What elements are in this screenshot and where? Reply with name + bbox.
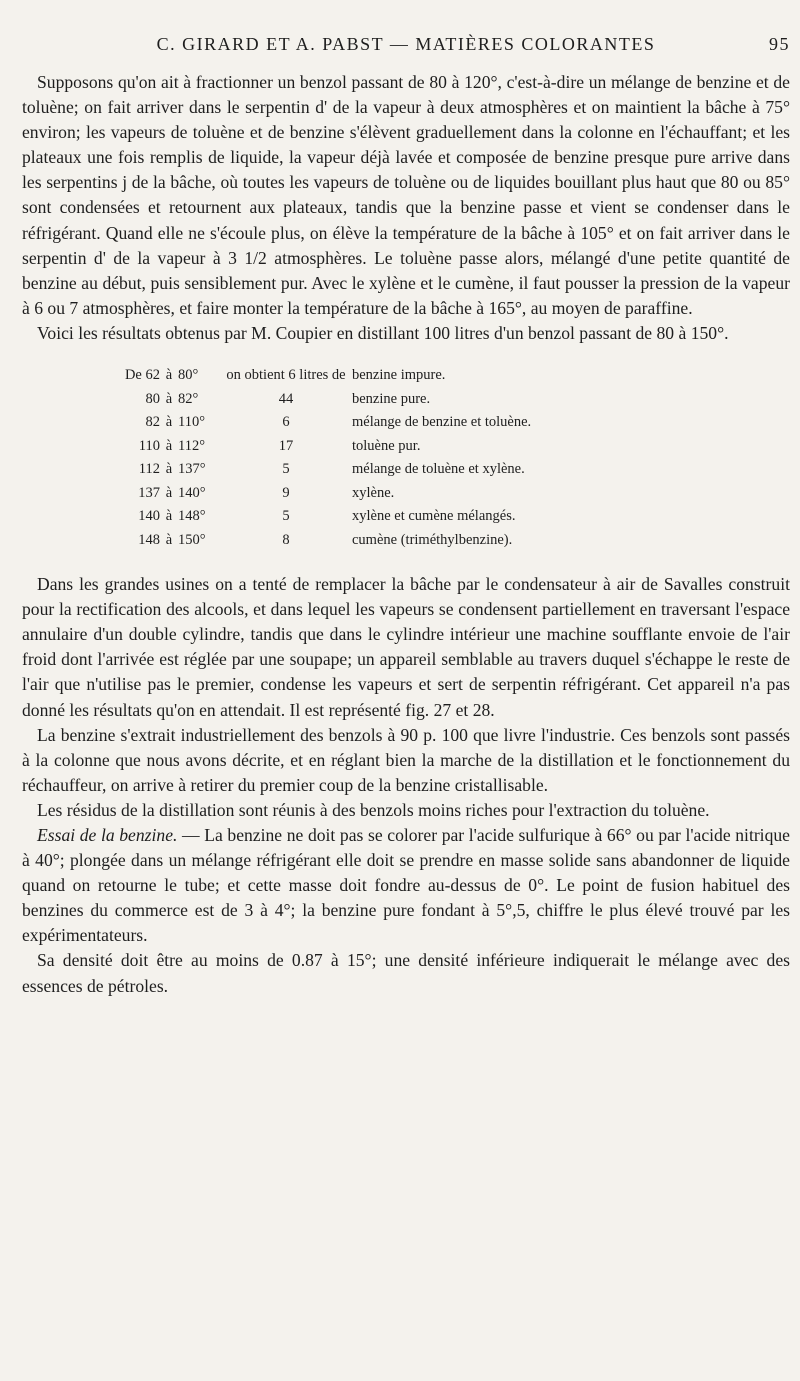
litres-value: 9 [282,484,290,501]
product-name: toluène pur. [352,437,421,454]
table-row [118,529,531,553]
range-end: 82° [178,390,199,407]
paragraph-coupier-results: Voici les résultats obtenus par M. Coupier en distillant 100 litres d'un benzol passant de 80 à 150°. [37,322,729,343]
litres-value: 44 [278,390,294,407]
range-separator: à [165,390,173,407]
litres-value: on obtient 6 litres de [226,367,346,384]
distillation-table-body [118,364,531,552]
range-start: De 62 [124,367,160,384]
range-start: 110 [138,437,160,454]
range-start: 148 [138,531,160,548]
range-start: 82 [145,414,160,431]
essai-lead-in: Essai de la benzine. [37,824,178,845]
range-start: 137 [138,484,160,501]
range-separator: à [165,484,173,501]
range-start: 80 [145,390,160,407]
range-end: 112° [178,437,206,454]
range-start: 140 [138,508,160,525]
range-end: 110° [178,414,206,431]
range-separator: à [165,508,173,525]
paragraph-savalles-condenser: Dans les grandes usines on a tenté de remplacer la bâche par le condensateur à air de Savalles construit pour la rectification des alcools, et dans lequel les vapeurs se condensent partiellement en traversant l'espace annulaire d'un double cylindre, tandis que dans le cylindre intérieur une machine soufflante envoie de l'air froid dont l'arrivée est réglée par une soupape; un appareil semblable au travers duquel s'échappe le reste de l'air que n'utilise pas le premier, condense les vapeurs et sert de serpentin réfrigérant. Cet appareil n'a pas donné les résultats qu'on en attendait. Il est représenté fig. 27 et 28. [22,574,790,720]
paragraph-fractionation: Supposons qu'on ait à fractionner un benzol passant de 80 à 120°, c'est-à-dire un mélange de benzine et de toluène; on fait arriver dans le serpentin d' de la vapeur à deux atmosphères et on maintient la bâche à 75° environ; les vapeurs de toluène et de benzine s'élèvent graduellement dans la colonne en l'échauffant; et les plateaux une fois remplis de liquide, la vapeur déjà lavée et composée de benzine presque pure arrive dans les serpentins j de la bâche, où toutes les vapeurs de toluène ou de liquides bouillant plus haut que 80 ou 85° sont condensées et retournent aux plateaux, tandis que la benzine passe et vient se condenser dans le réfrigérant. Quand elle ne s'écoule plus, on élève la température de la bâche à 105° et on fait arriver dans le serpentin d' de la vapeur à 3 1/2 atmosphères. Le toluène passe alors, mélangé d'une petite quantité de benzine au début, puis sensiblement pur. Avec le xylène et le cumène, il faut pousser la pression de la vapeur à 6 ou 7 atmosphères, et faire monter la température de la bâche à 165°, au moyen de paraffine. [22,72,790,318]
table-row [118,482,531,506]
range-separator: à [165,414,173,431]
product-name: mélange de toluène et xylène. [352,461,525,478]
table-row [118,388,531,412]
range-start: 112 [138,461,160,478]
litres-value: 5 [282,461,290,478]
range-separator: à [165,437,173,454]
table-row [118,364,531,388]
litres-value: 6 [282,414,290,431]
product-name: mélange de benzine et toluène. [352,414,532,431]
page-number: 95 [769,34,790,54]
paragraph-residues: Les résidus de la distillation sont réunis à des benzols moins riches pour l'extraction du toluène. [37,799,710,820]
table-row [118,505,531,529]
litres-value: 5 [282,508,290,525]
running-header [22,34,790,64]
running-title: C. GIRARD ET A. PABST — MATIÈRES COLORANTES [156,34,656,54]
range-end: 148° [178,508,206,525]
range-end: 150° [178,531,206,548]
range-end: 140° [178,484,206,501]
table-row [118,435,531,459]
product-name: benzine impure. [352,367,446,384]
product-name: cumène (triméthylbenzine). [352,531,513,548]
table-row [118,411,531,435]
paragraph-density: Sa densité doit être au moins de 0.87 à 15°; une densité inférieure indiquerait le mélange avec des essences de pétroles. [22,950,790,996]
table-row [118,458,531,482]
range-separator: à [165,461,173,478]
litres-value: 17 [278,437,294,454]
book-page [22,34,790,999]
range-end: 137° [178,461,206,478]
range-separator: à [165,531,173,548]
litres-value: 8 [282,531,290,548]
paragraph-benzine-extraction: La benzine s'extrait industriellement des benzols à 90 p. 100 que livre l'industrie. Ces benzols sont passés à la colonne que nous avons décrite, et en réglant bien la marche de la distillation et le fonctionnement du réchauffeur, on arrive à retirer du premier coup de la benzine cristallisable. [22,724,790,795]
essai-text: — La benzine ne doit pas se colorer par l'acide sulfurique à 66° ou par l'acide nitrique à 40°; plongée dans un mélange réfrigérant elle doit se prendre en masse solide sans abandonner de liquide quand on retourne le tube; et cette masse doit fondre au-dessus de 0°. Le point de fusion habituel des benzines du commerce est de 3 à 4°; la benzine pure fondant à 5°,5, chiffre le plus élevé trouvé par les expérimentateurs. [22,824,790,946]
distillation-table [118,364,531,552]
product-name: xylène. [352,484,395,501]
product-name: benzine pure. [352,390,431,407]
product-name: xylène et cumène mélangés. [352,508,516,525]
range-end: 80° [178,367,199,384]
range-separator: à [165,367,173,384]
paragraph-essai [22,823,790,948]
distillation-table-block [118,364,790,552]
